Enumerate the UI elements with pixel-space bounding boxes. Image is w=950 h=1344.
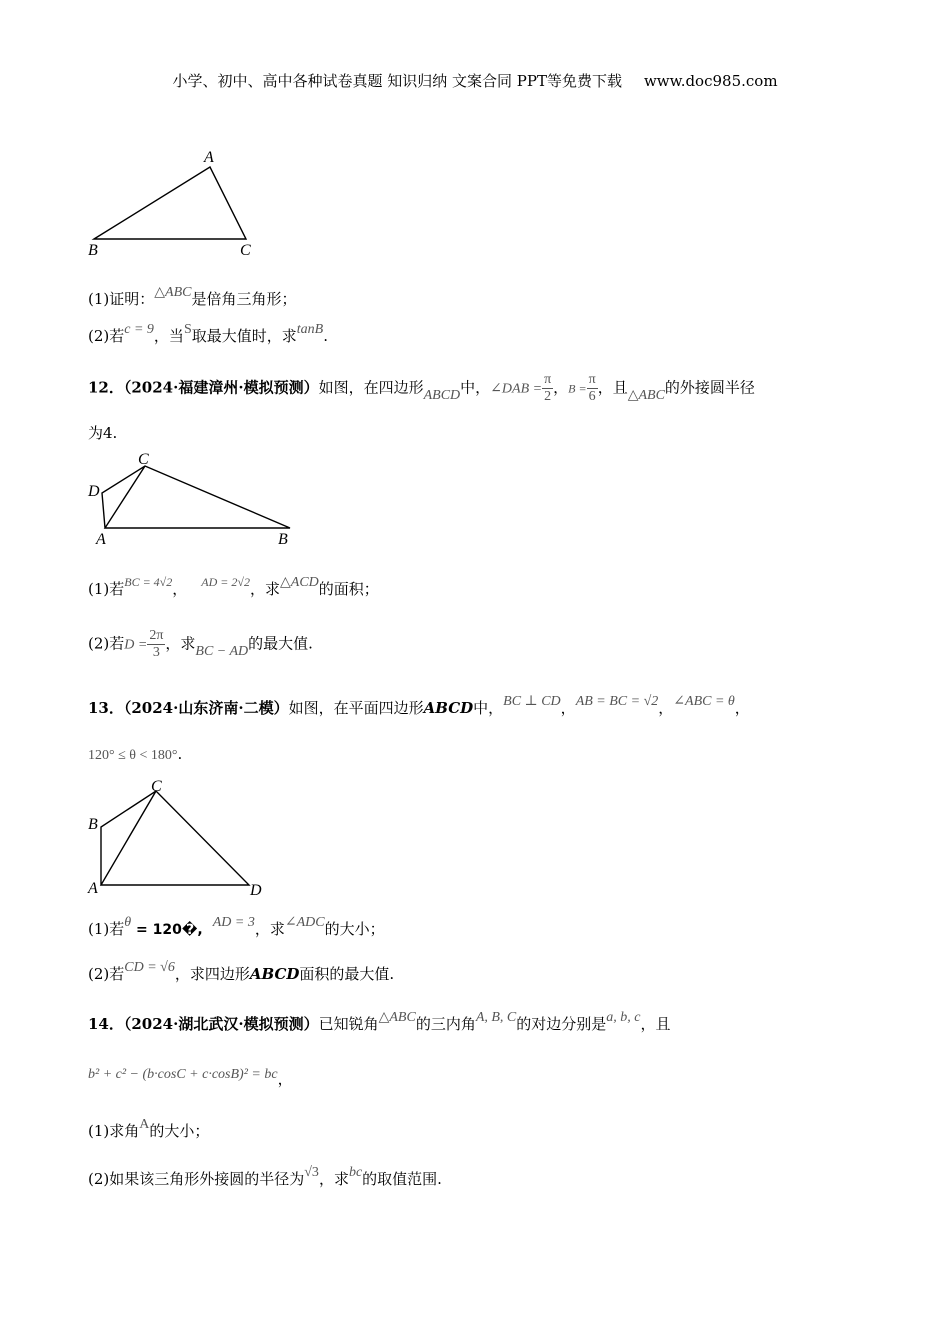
q12-part2: (2)若D = $\frac{2\pi}{3}$ ，求BC − AD的最大值.	[88, 628, 313, 660]
q13-stem-cont: 120° ≤ θ < 180°.	[88, 745, 183, 763]
figure-triangle-abc	[80, 145, 280, 260]
q13-stem: 13．（2024·山东济南·二模）如图，在平面四边形ABCD中，BC ⊥ CD，AB = BC = √2，∠ABC = θ，	[88, 694, 750, 717]
label-c: C	[138, 451, 149, 468]
header-text: 小学、初中、高中各种试卷真题 知识归纳 文案合同 PPT等免费下载	[172, 72, 622, 90]
quad-q12-shape	[102, 466, 290, 528]
q14-stem: 14．（2024·湖北武汉·模拟预测）已知锐角△ABC的三内角A, B, C的对边分别是a, b, c，且	[88, 1010, 671, 1033]
label-b: B	[88, 816, 98, 833]
q14-formula: b² + c² − (b·cosC + c·cosB)² = bc，	[88, 1067, 293, 1088]
label-a: A	[96, 531, 106, 548]
label-c: C	[151, 778, 162, 795]
q13-part1: (1)若θ = 120�, AD = 3，求∠ADC的大小；	[88, 915, 385, 938]
q12-part1: (1)若$^{BC = 4√2}$， $^{AD = 2√2}$，求△ACD的面积；	[88, 575, 379, 598]
quad-q13-shape	[101, 791, 249, 885]
q12-stem: 12．（2024·福建漳州·模拟预测）如图，在四边形ABCD中，∠DAB = $\frac{\pi}{2}$ ，B = $\frac{\pi}{6}$ ，且△ABC的外接圆半径	[88, 372, 755, 404]
fraction-pi-2: $\frac{\pi}{2}$	[544, 372, 552, 404]
figure-quadrilateral-q12	[80, 448, 310, 548]
q14-part2: (2)如果该三角形外接圆的半径为√3，求bc的取值范围.	[88, 1165, 442, 1188]
q14-part1: (1)求角A的大小；	[88, 1117, 210, 1140]
q12-source: （2024·福建漳州·模拟预测）	[123, 378, 319, 397]
figure-quadrilateral-q13	[80, 775, 280, 900]
label-a: A	[204, 149, 214, 166]
triangle-abc-shape	[94, 167, 246, 239]
label-b: B	[88, 242, 98, 259]
math-abc: △ABC	[154, 285, 192, 300]
label-d: D	[250, 882, 262, 899]
q11-part1: (1)证明：△ABC是倍角三角形；	[88, 285, 297, 308]
q13-part2: (2)若CD = √6，求四边形ABCD面积的最大值.	[88, 960, 395, 983]
fraction-pi-6: $\frac{\pi}{6}$	[588, 372, 596, 404]
page-header	[0, 70, 950, 91]
q12-number: 12．	[88, 378, 124, 397]
q11-part2: (2)若c = 9，当S取最大值时，求tanB.	[88, 322, 328, 345]
fraction-2pi-3: $\frac{2\pi}{3}$	[149, 628, 164, 660]
header-site: www.doc985.com	[643, 72, 778, 90]
q12-stem-cont: 为4.	[88, 424, 118, 442]
label-d: D	[88, 483, 100, 500]
label-b: B	[278, 531, 288, 548]
label-a: A	[88, 880, 98, 897]
label-c: C	[240, 242, 251, 259]
